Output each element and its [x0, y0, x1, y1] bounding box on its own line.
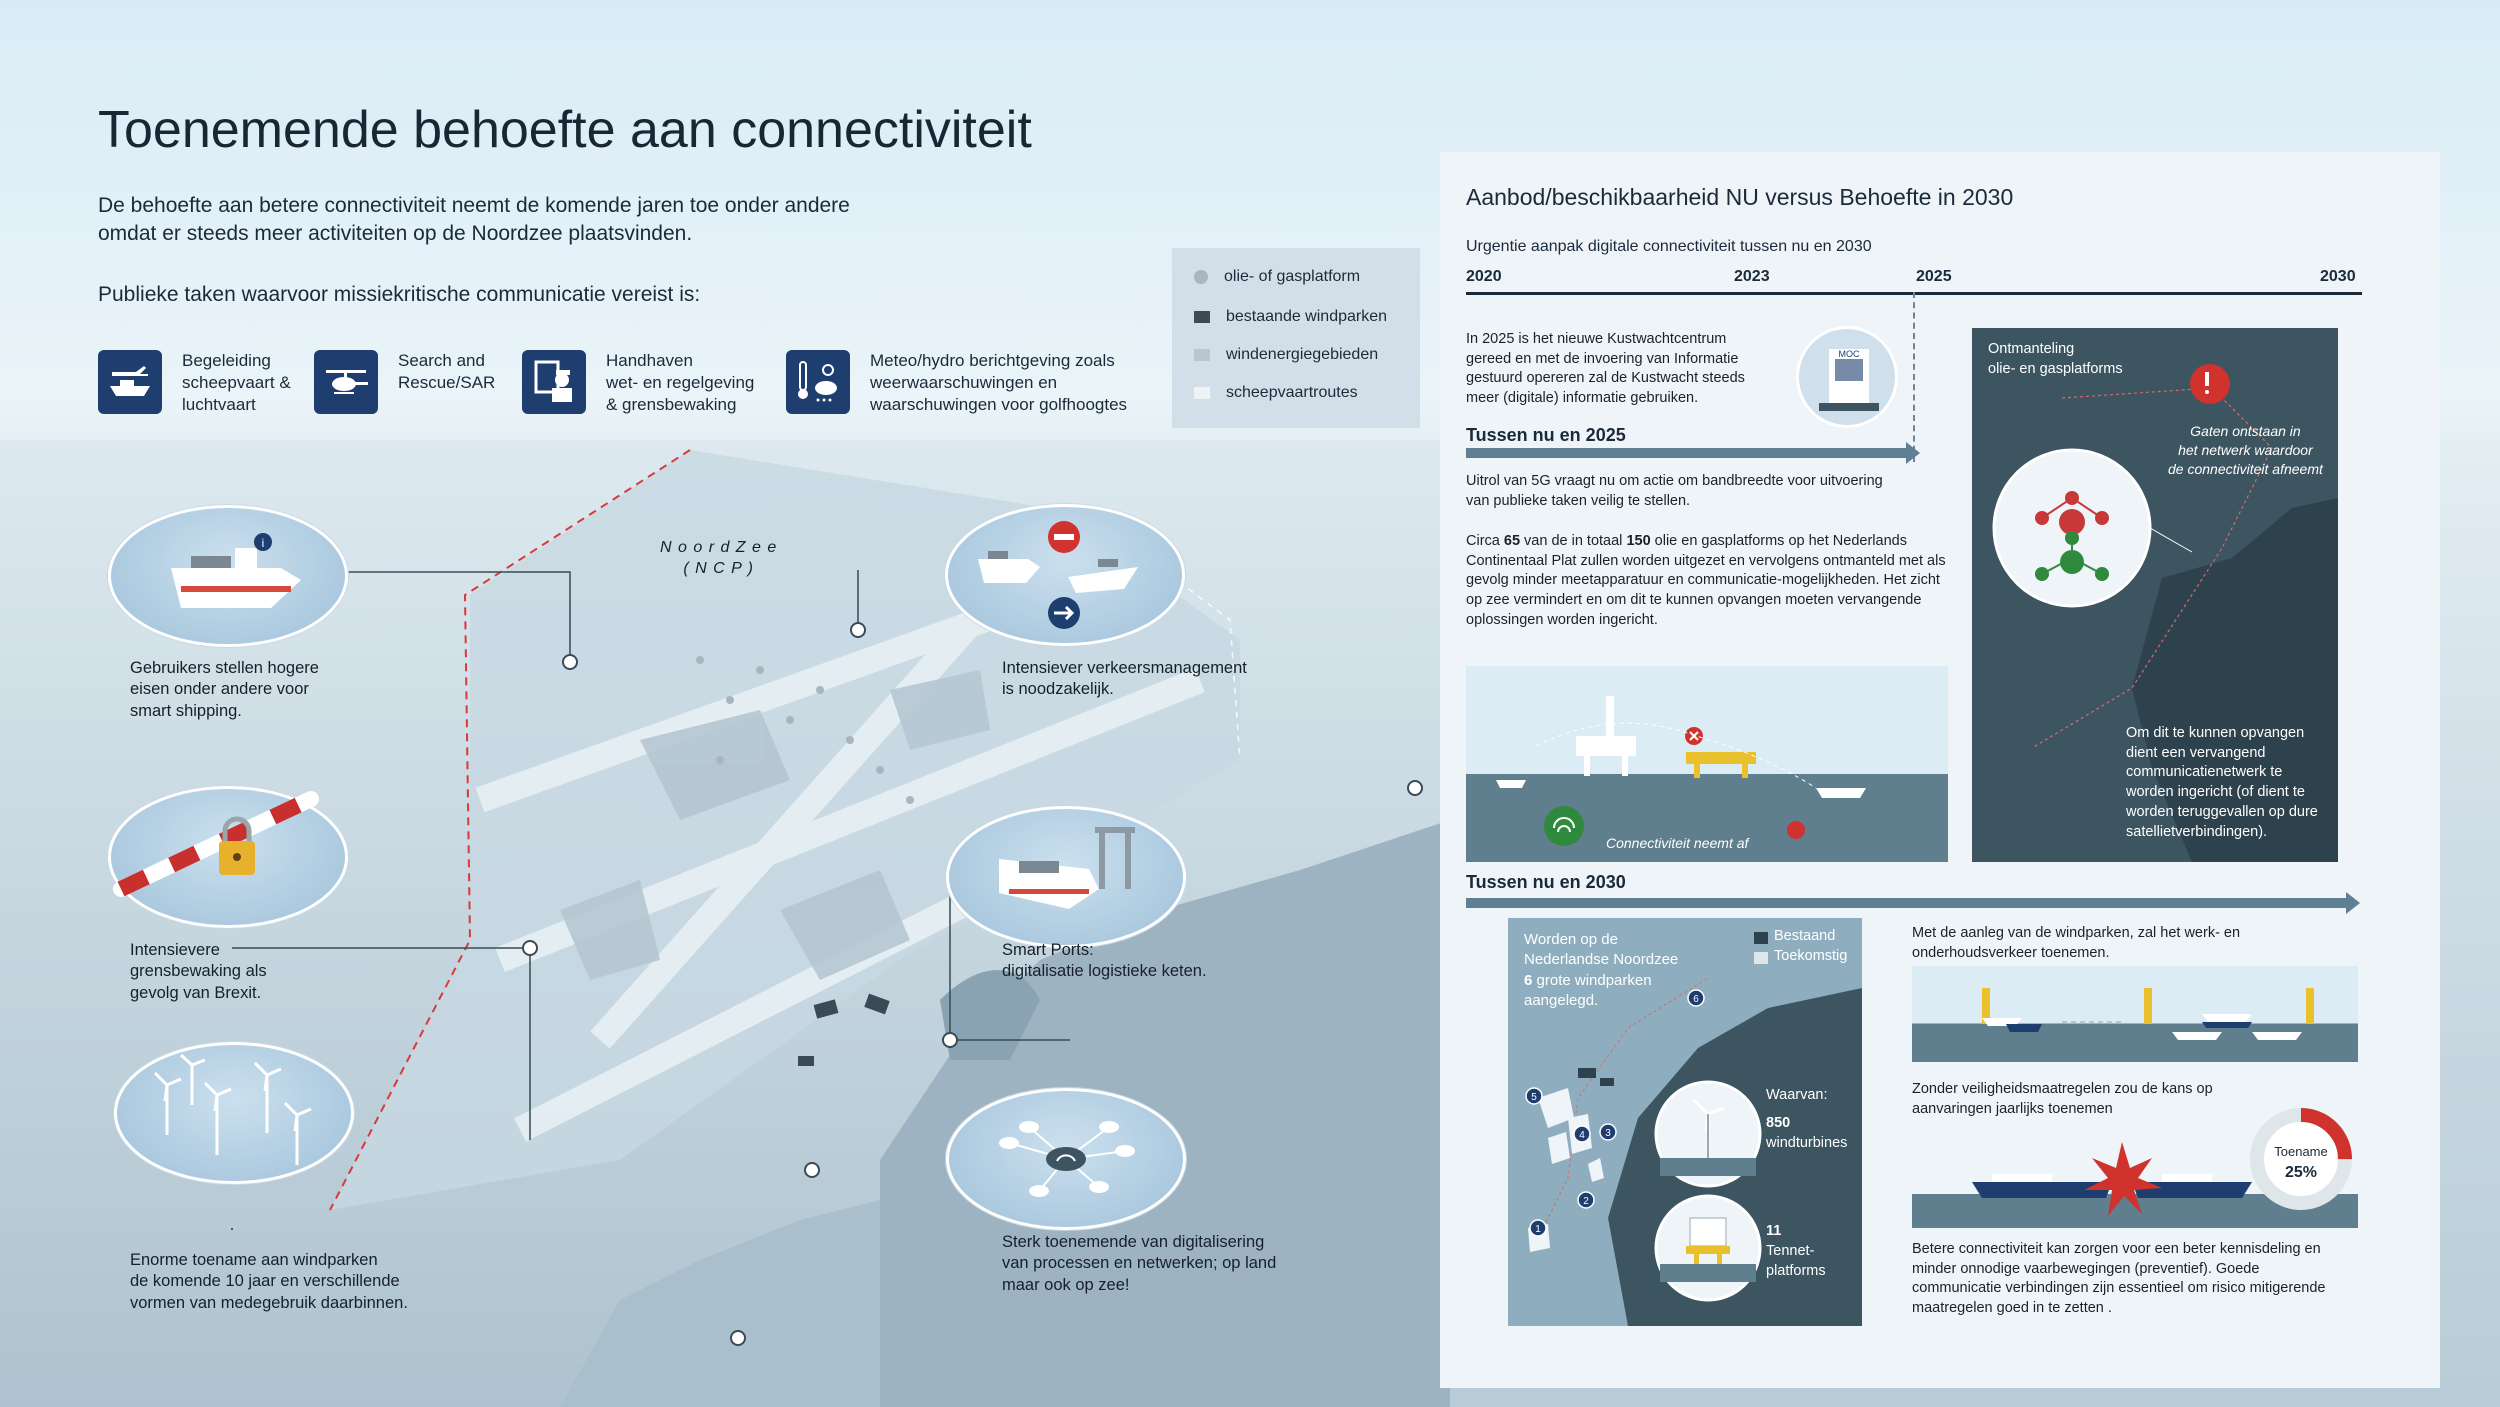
- signal-bad-icon: [1787, 821, 1805, 839]
- intro-text: De behoefte aan betere connectiviteit neemt de komende jaren toe onder andere omdat er steeds meer activiteiten op de Noordzee plaatsvinden.: [98, 194, 850, 246]
- task-meteo: [786, 350, 1127, 416]
- connectivity-label: Connectiviteit neemt af: [1606, 835, 1749, 851]
- arrow-2025: [1466, 448, 1906, 458]
- arrow-2030: [1466, 898, 2346, 908]
- park-number-6: 6: [1693, 994, 1699, 1005]
- moc-building-icon: [1796, 326, 1898, 428]
- task-label: Meteo/hydro berichtgeving zoals weerwaarschuwingen en waarschuwingen voor golfhoogtes: [870, 351, 1128, 415]
- increase-gauge: [2248, 1106, 2354, 1212]
- helicopter-icon: [314, 350, 378, 414]
- collision-text: Zonder veiligheidsmaatregelen zou de kans op aanvaringen jaarlijks toenemen: [1912, 1081, 2213, 1117]
- legend-item: [1194, 384, 1358, 402]
- platform-count-65: 65: [1503, 533, 1521, 549]
- increase-label: Toename: [2274, 1144, 2328, 1159]
- legend-swatch-route: [1194, 387, 1210, 399]
- circle-border-control: [108, 786, 348, 928]
- circle-smart-shipping: [108, 505, 348, 647]
- barrier-lock-icon: [111, 789, 345, 925]
- turbines-count: 850: [1766, 1115, 1791, 1131]
- task-sar: [314, 350, 495, 414]
- svg-text:i: i: [261, 536, 265, 550]
- circle-smart-ports: [946, 806, 1186, 948]
- closing-text: Betere connectiviteit kan zorgen voor een beter kennisdeling en minder onnodige vaarbewegingen (preventief). Goede communicatie verbindingen zijn essentieel om risico mitigerende maatregelen goed in te zetten .: [1912, 1241, 2326, 1317]
- park-number-2: 2: [1583, 1196, 1589, 1207]
- port-crane-icon: [949, 809, 1183, 945]
- cargo-ship-icon: [111, 508, 345, 644]
- tennet-label: Tennet- platforms: [1766, 1243, 1826, 1279]
- officer-icon: [522, 350, 586, 414]
- legend-label: windenergiegebieden: [1226, 346, 1379, 363]
- tussen-2025-label: Tussen nu en 2025: [1466, 425, 1626, 445]
- sea-label: N o o r d Z e e ( N C P ): [660, 539, 778, 577]
- circle-digitalisation: [946, 1088, 1186, 1230]
- dismantle-title: Ontmanteling olie- en gasplatforms: [1988, 341, 2123, 377]
- smart-ports-label: Smart Ports: digitalisatie logistieke keten.: [1002, 941, 1207, 981]
- windpark-text: Worden op de Nederlandse Noordzee 6 grote windparken aangelegd.: [1524, 931, 1679, 1010]
- year-2020: 2020: [1466, 268, 1502, 285]
- gaps-text: Gaten ontstaan in het netwerk waardoor de connectiviteit afneemt: [2168, 423, 2323, 477]
- replace-text: Om dit te kunnen opvangen dient een vervangend communicatienetwerk te worden ingericht (of dient te worden teruggevallen op dure satellietverbindingen).: [2126, 725, 2318, 840]
- smart-shipping-label: Gebruikers stellen hogere eisen onder andere voor smart shipping.: [130, 659, 319, 720]
- park-number-5: 5: [1531, 1092, 1537, 1103]
- turbines-label: windturbines: [1766, 1135, 1848, 1151]
- legend-item: [1194, 268, 1360, 286]
- wp-legend-existing: Bestaand: [1774, 928, 1836, 944]
- traffic-scene: [1912, 966, 2358, 1062]
- traffic-ships-icon: [948, 507, 1182, 643]
- year-2025: 2025: [1916, 268, 1952, 285]
- increase-value: 25%: [2284, 1164, 2318, 1181]
- kwc-text: In 2025 is het nieuwe Kustwachtcentrum gereed en met de invoering van Informatie gestuurd opereren zal de Kustwacht steeds meer (digitale) informatie gebruiken.: [1466, 331, 1745, 407]
- urgency-label: Urgentie aanpak digitale connectiviteit tussen nu en 2030: [1466, 238, 1872, 255]
- legend-swatch-wind-area: [1194, 349, 1210, 361]
- task-ship-plane: [98, 350, 291, 416]
- legend-label: olie- of gasplatform: [1224, 268, 1361, 285]
- park-number-4: 4: [1579, 1130, 1585, 1141]
- legend-label: scheepvaartroutes: [1226, 384, 1358, 401]
- year-2030: 2030: [2320, 268, 2356, 285]
- year-2025-marker: [1913, 292, 1915, 462]
- task-enforcement: [522, 350, 754, 416]
- legend-swatch-platform: [1194, 270, 1208, 284]
- network-hub-icon: [949, 1091, 1183, 1227]
- moc-label: MOC: [1838, 349, 1860, 359]
- platform-count-150: 150: [1626, 533, 1651, 549]
- legend-item: [1194, 346, 1378, 364]
- ship-plane-icon: [98, 350, 162, 414]
- weather-icon: [786, 350, 850, 414]
- platform-scene: [1466, 666, 1948, 862]
- platform-text: Circa 65 van de in totaal 150 olie en gasplatforms op het Nederlands Continentaal Plat zullen worden uitgezet en vervolgens ontmanteld met als gevolg minder meetapparatuur en communicatie-mogelijkheden. Het zicht op zee vermindert en om dit te kunnen opvangen moeten vervangende oplossingen worden ingericht.: [1466, 533, 1946, 628]
- wp-legend-future: Toekomstig: [1774, 948, 1848, 964]
- page-title: Toenemende behoefte aan connectiviteit: [98, 101, 1032, 159]
- traffic-text: Met de aanleg van de windparken, zal het werk- en onderhoudsverkeer toenemen.: [1912, 925, 2241, 961]
- panel-title: Aanbod/beschikbaarheid NU versus Behoefte in 2030: [1466, 184, 2014, 210]
- public-tasks-heading: Publieke taken waarvoor missiekritische communicatie vereist is:: [98, 283, 701, 306]
- windpark-count: 6: [1524, 971, 1533, 989]
- task-label: Handhaven wet- en regelgeving & grensbewaking: [606, 351, 755, 415]
- waarvan-label: Waarvan:: [1766, 1087, 1828, 1103]
- border-control-label: Intensievere grensbewaking als gevolg van Brexit.: [130, 941, 267, 1002]
- tennet-count: 11: [1766, 1223, 1782, 1239]
- dismantle-box: [1972, 328, 2338, 862]
- tussen-2030-label: Tussen nu en 2030: [1466, 872, 1626, 892]
- map-legend: [1172, 248, 1420, 428]
- task-label: Search and Rescue/SAR: [398, 351, 496, 393]
- task-label: Begeleiding scheepvaart & luchtvaart: [182, 351, 291, 415]
- circle-traffic-management: [945, 504, 1185, 646]
- park-number-1: 1: [1535, 1224, 1541, 1235]
- windparks-label: Enorme toename aan windparken de komende 10 jaar en verschillende vormen van medegebruik daarbinnen.: [130, 1251, 408, 1312]
- wind-turbines-icon: [117, 1045, 351, 1181]
- park-number-3: 3: [1605, 1128, 1611, 1139]
- traffic-management-label: Intensiever verkeersmanagement is noodzakelijk.: [1002, 659, 1247, 699]
- circle-windparks: [114, 1042, 354, 1184]
- legend-swatch-windpark: [1194, 311, 1210, 323]
- legend-item: [1194, 308, 1387, 326]
- windpark-map-box: [1508, 918, 1862, 1326]
- digitalisation-label: Sterk toenemende van digitalisering van processen en netwerken; op land maar ook op zee!: [1002, 1233, 1277, 1294]
- year-2023: 2023: [1734, 268, 1770, 285]
- fiveg-text: Uitrol van 5G vraagt nu om actie om bandbreedte voor uitvoering van publieke taken veilig te stellen.: [1466, 473, 1883, 509]
- legend-label: bestaande windparken: [1226, 308, 1388, 325]
